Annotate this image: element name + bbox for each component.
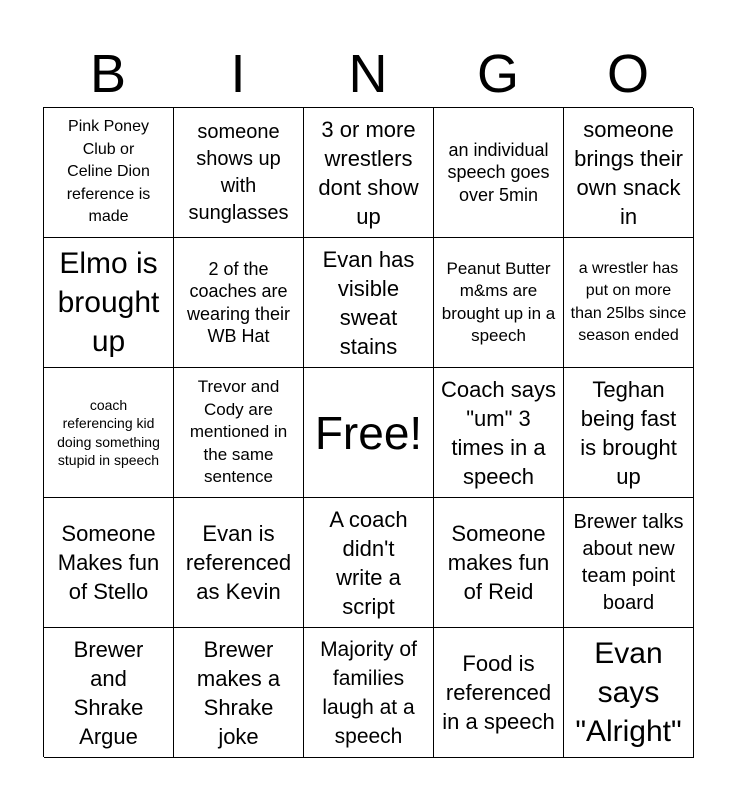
cell-text: Teghan being fast is brought up [580,376,677,489]
bingo-cell-r1-c1[interactable] [44,108,174,238]
cell-text: Brewer makes a Shrake joke [196,636,281,749]
cell-text: Coach says "um" 3 times in a speech [441,376,556,489]
bingo-cell-r2-c5[interactable] [564,238,694,368]
cell-text: Someone makes fun of Reid [447,521,550,604]
cell-text: Pink Poney Club or Celine Dion reference is made [66,118,151,226]
cell-text: someone shows up with sunglasses [188,120,289,224]
free-space-label: Free! [314,406,423,459]
bingo-cell-free[interactable] [304,368,434,498]
header-letter-o: O [606,44,649,104]
header-letter-g: G [476,44,519,104]
cell-text: coach referencing kid doing something stupid in speech [57,396,160,468]
cell-text: Majority of families laugh at a speech [320,637,417,748]
bingo-cell-r3-c1[interactable] [44,368,174,498]
header-letter-n: N [348,44,388,104]
cell-text: Evan says "Alright" [575,637,682,748]
bingo-cell-r3-c2[interactable] [174,368,304,498]
bingo-grid [43,107,693,757]
bingo-cell-r1-c3[interactable] [304,108,434,238]
bingo-cell-r5-c2[interactable] [174,628,304,758]
bingo-cell-r1-c4[interactable] [434,108,564,238]
cell-text: Brewer and Shrake Argue [73,636,144,749]
bingo-cell-r5-c3[interactable] [304,628,434,758]
bingo-header [43,44,693,104]
bingo-cell-r2-c1[interactable] [44,238,174,368]
cell-text: Evan is referenced as Kevin [185,521,292,604]
bingo-cell-r1-c2[interactable] [174,108,304,238]
cell-text: Brewer talks about new team point board [573,510,684,614]
cell-text: someone brings their own snack in [574,116,683,229]
bingo-cell-r4-c4[interactable] [434,498,564,628]
bingo-cell-r5-c5[interactable] [564,628,694,758]
cell-text: 2 of the coaches are wearing their WB Hat [186,258,291,346]
header-letter-i: I [230,44,246,104]
bingo-cell-r2-c2[interactable] [174,238,304,368]
cell-text: Evan has visible sweat stains [322,246,415,359]
cell-text: Peanut Butter m&ms are brought up in a speech [441,258,556,345]
bingo-cell-r2-c4[interactable] [434,238,564,368]
cell-text: Someone Makes fun of Stello [57,521,160,604]
cell-text: a wrestler has put on more than 25lbs since season ended [570,259,687,344]
bingo-cell-r4-c3[interactable] [304,498,434,628]
bingo-cell-r3-c4[interactable] [434,368,564,498]
bingo-cell-r5-c1[interactable] [44,628,174,758]
bingo-cell-r3-c5[interactable] [564,368,694,498]
header-letter-b: B [89,44,127,104]
bingo-cell-r2-c3[interactable] [304,238,434,368]
bingo-cell-r4-c5[interactable] [564,498,694,628]
cell-text: A coach didn't write a script [329,506,408,619]
cell-text: an individual speech goes over 5min [447,139,550,205]
cell-text: Trevor and Cody are mentioned in the same sentence [189,377,288,487]
bingo-cell-r4-c2[interactable] [174,498,304,628]
bingo-cell-r5-c4[interactable] [434,628,564,758]
cell-text: Elmo is brought up [57,247,160,358]
bingo-cell-r4-c1[interactable] [44,498,174,628]
bingo-cell-r1-c5[interactable] [564,108,694,238]
cell-text: Food is referenced in a speech [442,651,555,734]
cell-text: 3 or more wrestlers dont show up [318,116,419,229]
